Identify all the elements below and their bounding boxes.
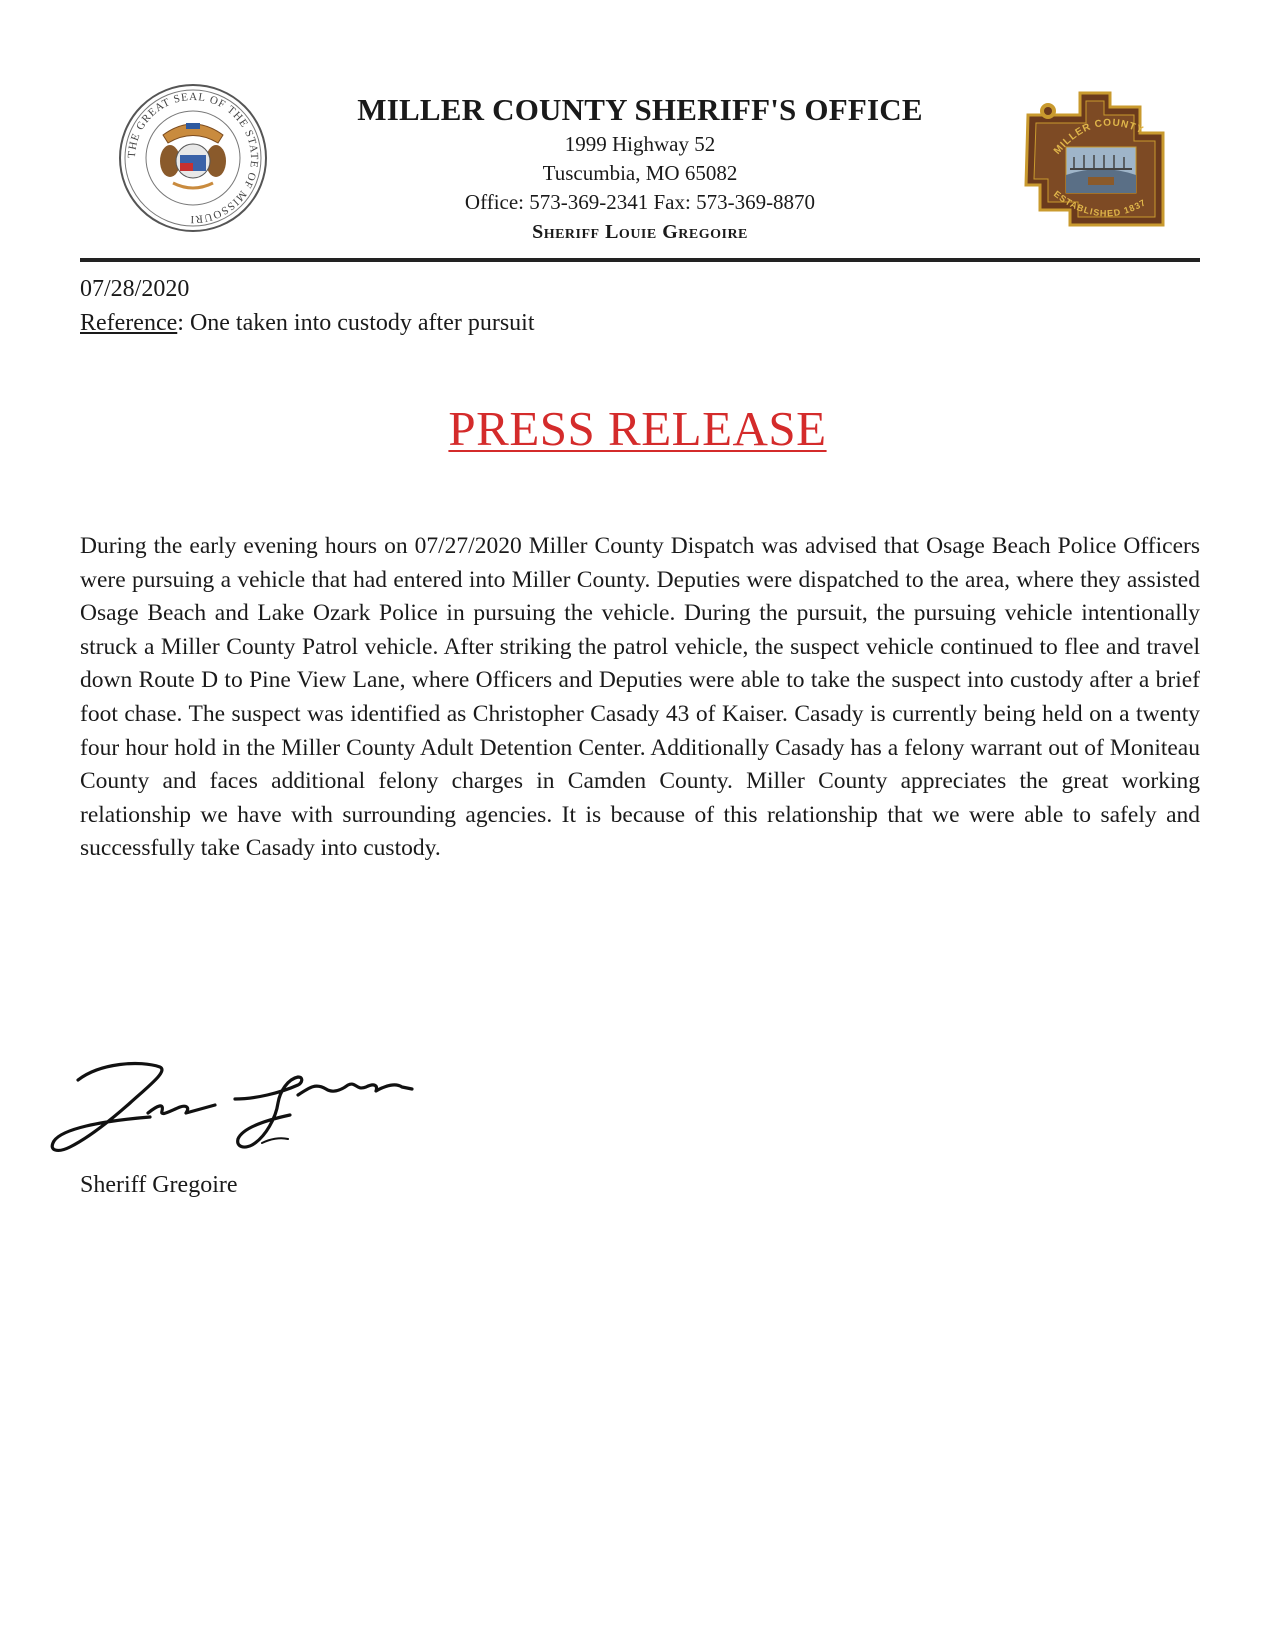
phone-fax-line: Office: 573-369-2341 Fax: 573-369-8870 xyxy=(464,190,816,214)
signature-icon xyxy=(40,1055,440,1165)
release-meta xyxy=(80,272,535,340)
press-release-title: PRESS RELEASE xyxy=(448,401,827,456)
reference-separator: : xyxy=(177,310,184,336)
letterhead xyxy=(320,90,960,247)
reference-line xyxy=(80,306,535,340)
address-line-2: Tuscumbia, MO 65082 xyxy=(542,161,738,185)
header-divider xyxy=(80,258,1200,262)
missouri-state-seal-icon xyxy=(118,83,268,233)
reference-label: Reference xyxy=(80,310,178,336)
release-body: During the early evening hours on 07/27/2020 Miller County Dispatch was advised that Osage Beach Police Officers were pursuing a vehicle that had entered into Miller County. Deputies were dispatched to the area, where they assisted Osage Beach and Lake Ozark Police in pursuing the vehicle. During the pursuit, the pursuing vehicle intentionally struck a Miller County Patrol vehicle. After striking the patrol vehicle, the suspect vehicle continued to flee and travel down Route D to Pine View Lane, where Officers and Deputies were able to take the suspect into custody after a brief foot chase. The suspect was identified as Christopher Casady 43 of Kaiser. Casady is currently being held on a twenty four hour hold in the Miller County Adult Detention Center. Additionally Casady has a felony warrant out of Moniteau County and faces additional felony charges in Camden County. Miller County appreciates the great working relationship we have with surrounding agencies. It is because of this relationship that we were able to safely and successfully take Casady into custody. xyxy=(80,533,1200,862)
release-date: 07/28/2020 xyxy=(80,276,190,302)
reference-value: One taken into custody after pursuit xyxy=(183,310,535,336)
signer-name: Sheriff Gregoire xyxy=(80,1172,238,1198)
office-name: MILLER COUNTY SHERIFF'S OFFICE xyxy=(357,92,923,127)
title-wrap xyxy=(0,400,1275,457)
address-line-1: 1999 Highway 52 xyxy=(564,132,716,156)
svg-text:ESTABLISHED 1837: ESTABLISHED 1837 xyxy=(1051,188,1148,219)
svg-text:THE GREAT SEAL OF THE STATE OF: THE GREAT SEAL OF THE STATE OF MISSOURI xyxy=(125,90,261,226)
sheriff-name: Sheriff Louie Gregoire xyxy=(532,221,748,243)
miller-county-badge-icon xyxy=(1018,85,1168,235)
svg-text:MILLER COUNTY: MILLER COUNTY xyxy=(1052,117,1146,157)
